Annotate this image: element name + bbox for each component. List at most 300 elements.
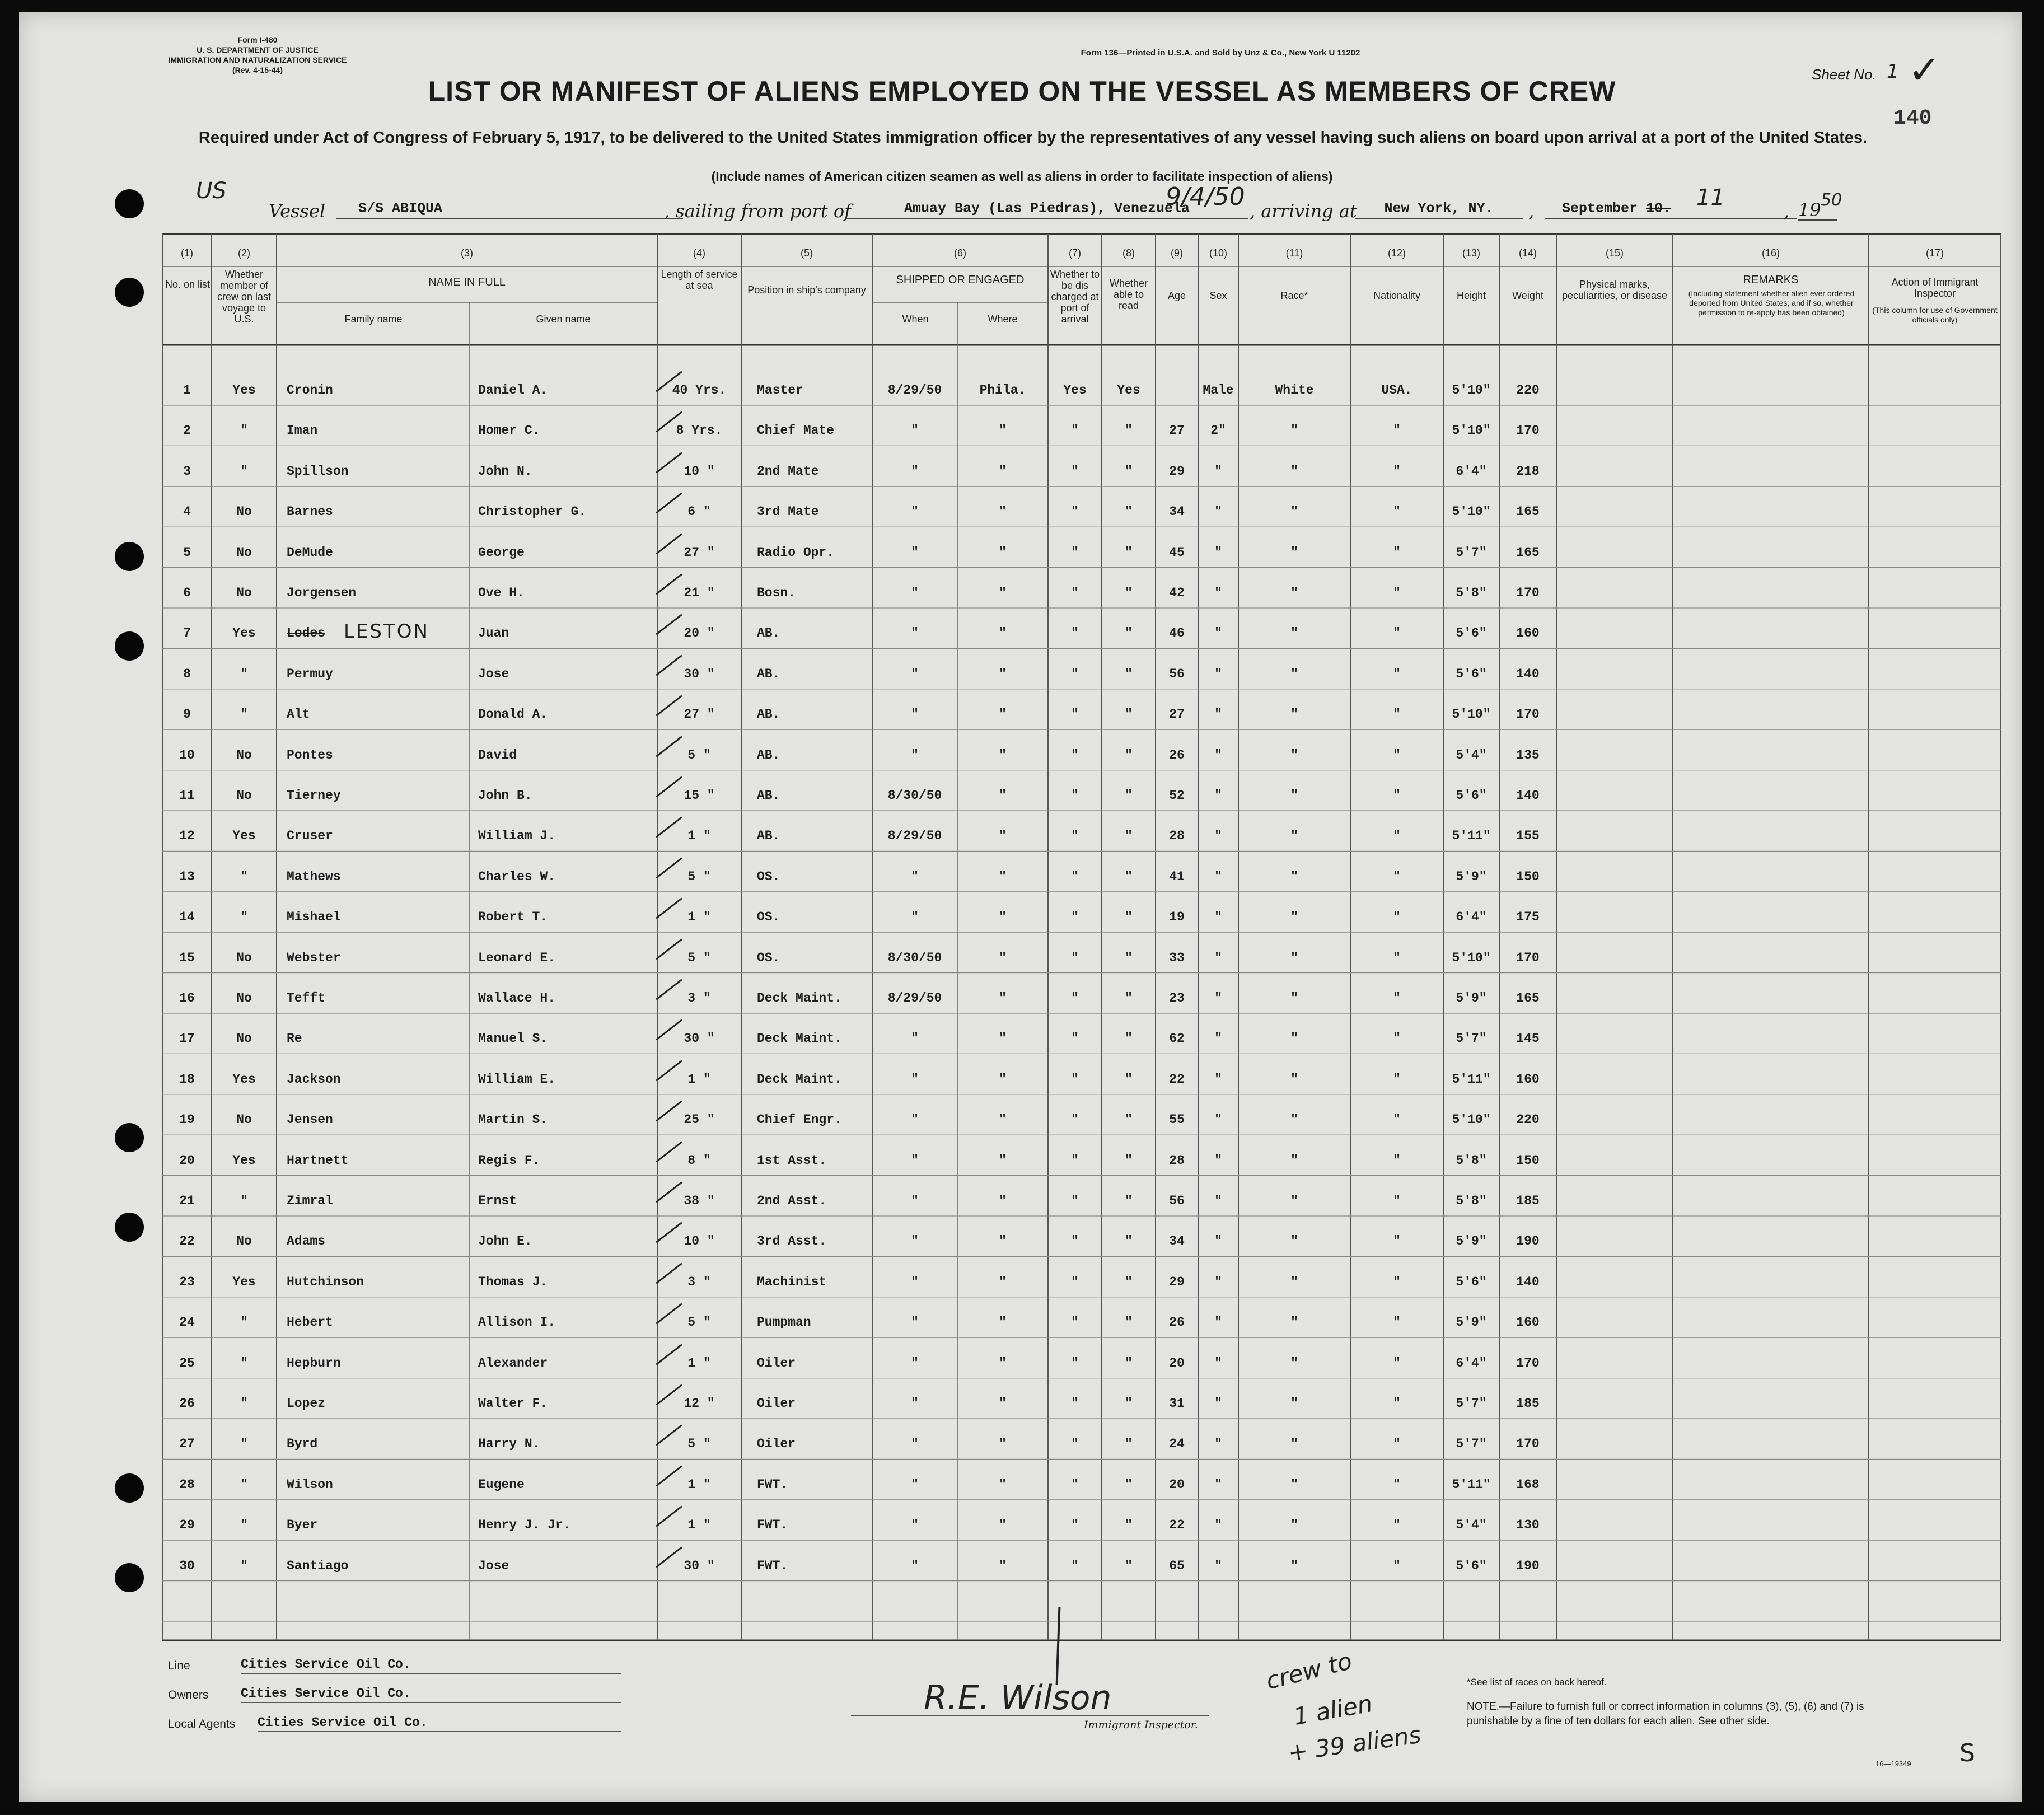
cell-prev: No	[236, 747, 252, 763]
cell-read: "	[1125, 869, 1133, 884]
cell-given: Walter F.	[478, 1396, 548, 1411]
column-number: (8)	[1122, 247, 1135, 259]
cell-sex: Male	[1203, 383, 1234, 397]
cell-service: 1 "	[687, 1477, 711, 1492]
cell-race: "	[1290, 910, 1298, 925]
cell-position: Pumpman	[757, 1315, 811, 1330]
handwritten-note-1: crew to	[1263, 1646, 1355, 1695]
cell-age: 46	[1169, 626, 1185, 641]
cell-read: "	[1125, 707, 1133, 722]
cell-sex: "	[1214, 1112, 1222, 1128]
cell-where: "	[999, 747, 1007, 763]
cell-service: 5 "	[687, 1315, 711, 1330]
cell-weight: 185	[1516, 1194, 1540, 1208]
cell-service: 6 "	[687, 504, 711, 520]
cell-weight: 130	[1516, 1518, 1540, 1533]
cell-family: Mathews	[287, 869, 341, 884]
cell-discharged: "	[1071, 423, 1079, 438]
cell-age: 26	[1169, 1315, 1185, 1330]
cell-family: Lopez	[287, 1396, 326, 1411]
column-number: (7)	[1069, 247, 1081, 259]
cell-no: 7	[183, 626, 191, 641]
cell-nationality: "	[1393, 1477, 1401, 1492]
cell-read: "	[1125, 423, 1133, 438]
column-number: (10)	[1209, 247, 1227, 259]
cell-weight: 150	[1516, 1153, 1540, 1168]
cell-race: "	[1290, 423, 1298, 438]
column-number: (15)	[1605, 247, 1624, 259]
cell-read: "	[1125, 950, 1133, 965]
cell-weight: 170	[1516, 423, 1540, 438]
cell-no: 19	[179, 1112, 195, 1128]
column-number: (5)	[801, 247, 813, 259]
cell-read: "	[1125, 1153, 1133, 1168]
cell-prev: "	[240, 707, 248, 722]
cell-age: 22	[1169, 1518, 1185, 1533]
cell-family: Hutchinson	[287, 1274, 364, 1289]
page-subtitle: Required under Act of Congress of February 5, 1917, to be delivered to the United States immigration officer by the representatives of any vessel having such aliens on board upon arrival at a port of the United States.	[198, 129, 1868, 147]
cell-given: Jose	[478, 666, 509, 681]
cell-where: "	[999, 1518, 1007, 1533]
cell-where: "	[999, 1396, 1007, 1411]
cell-prev: Yes	[232, 626, 256, 641]
cell-position: 3rd Asst.	[757, 1234, 827, 1249]
corner-mark: S	[1959, 1739, 1975, 1767]
cell-no: 1	[183, 383, 191, 397]
cell-read: "	[1125, 1315, 1133, 1330]
cell-prev: No	[236, 1031, 252, 1046]
cell-height: 5'10"	[1452, 504, 1491, 520]
penalty-note: NOTE.—Failure to furnish full or correct information in columns (3), (5), (6) and (7) is punishable by a fine of ten dollars for each alien. See other side.	[1467, 1701, 1864, 1727]
cell-height: 5'6"	[1456, 788, 1487, 803]
col3-header: NAME IN FULL	[428, 276, 506, 288]
cell-race: "	[1290, 747, 1298, 763]
cell-given: Jose	[478, 1558, 509, 1573]
print-code: 16—19349	[1875, 1760, 1911, 1768]
cell-weight: 218	[1516, 464, 1540, 479]
cell-family: Jorgensen	[287, 586, 357, 600]
cell-position: Chief Mate	[757, 423, 835, 438]
cell-given: Daniel A.	[478, 383, 548, 397]
cell-nationality: "	[1393, 1112, 1401, 1128]
cell-discharged: "	[1071, 910, 1079, 925]
cell-when: "	[911, 1112, 919, 1128]
cell-weight: 170	[1516, 1355, 1540, 1370]
cell-service: 38 "	[684, 1194, 715, 1208]
cell-race: "	[1290, 869, 1298, 884]
cell-position: AB.	[757, 666, 780, 681]
cell-where: "	[999, 1355, 1007, 1370]
cell-no: 24	[179, 1315, 195, 1330]
cell-service: 12 "	[684, 1396, 715, 1411]
cell-nationality: "	[1393, 950, 1401, 965]
cell-when: 8/29/50	[887, 829, 942, 844]
cell-no: 15	[179, 950, 195, 965]
cell-where: "	[999, 950, 1007, 965]
cell-prev: "	[240, 1355, 248, 1370]
cell-given: William E.	[478, 1072, 556, 1087]
cell-position: AB.	[757, 626, 780, 641]
cell-service: 1 "	[687, 1355, 711, 1370]
cell-race: "	[1290, 1153, 1298, 1168]
cell-where: "	[999, 1234, 1007, 1249]
sailing-port: Amuay Bay (Las Piedras), Venezuela	[845, 199, 1248, 219]
handwritten-note-2: 1 alien	[1291, 1690, 1374, 1730]
cell-nationality: "	[1393, 1518, 1401, 1533]
cell-given: Thomas J.	[478, 1274, 548, 1289]
cell-sex: "	[1214, 707, 1222, 722]
cell-where: "	[999, 910, 1007, 925]
cell-prev: "	[240, 1518, 248, 1533]
cell-height: 5'4"	[1456, 747, 1487, 763]
cell-sex: "	[1214, 545, 1222, 560]
cell-read: "	[1125, 910, 1133, 925]
cell-age: 45	[1169, 545, 1185, 560]
cell-age: 27	[1169, 707, 1185, 722]
cell-no: 21	[179, 1194, 195, 1208]
cell-discharged: "	[1071, 1031, 1079, 1046]
arrival-day-struck: 10.	[1646, 200, 1672, 217]
column-number: (13)	[1462, 247, 1480, 259]
cell-height: 5'7"	[1456, 1031, 1487, 1046]
cell-nationality: "	[1393, 1274, 1401, 1289]
cell-position: Bosn.	[757, 586, 796, 600]
cell-no: 12	[179, 829, 195, 844]
arriving-port: New York, NY.	[1355, 199, 1523, 219]
cell-position: Oiler	[757, 1396, 796, 1411]
cell-given: William J.	[478, 829, 556, 844]
cell-where: "	[999, 586, 1007, 600]
year-prefix: 19	[1798, 199, 1821, 221]
cell-position: OS.	[757, 950, 780, 965]
cell-prev: No	[236, 788, 252, 803]
cell-family: Byer	[287, 1518, 318, 1533]
cell-no: 17	[179, 1031, 195, 1046]
printer-line: Form 136—Printed in U.S.A. and Sold by Unz & Co., New York U 11202	[1081, 48, 1360, 58]
check-mark: ✓	[1908, 47, 1941, 93]
cell-given: Juan	[478, 626, 509, 641]
year-suffix: 50	[1821, 190, 1842, 210]
cell-no: 6	[183, 586, 191, 600]
cell-age: 20	[1169, 1355, 1185, 1370]
cell-weight: 170	[1516, 1437, 1540, 1452]
cell-sex: "	[1214, 950, 1222, 965]
cell-family: Lodes	[287, 626, 326, 641]
cell-position: 1st Asst.	[757, 1153, 827, 1168]
cell-where: "	[999, 1112, 1007, 1128]
cell-height: 5'11"	[1452, 1477, 1491, 1492]
cell-race: "	[1290, 829, 1298, 844]
cell-position: Master	[757, 383, 803, 397]
cell-race: "	[1290, 1112, 1298, 1128]
cell-sex: "	[1214, 626, 1222, 641]
cell-given: Regis F.	[478, 1153, 540, 1168]
cell-read: "	[1125, 829, 1133, 844]
service-name: IMMIGRATION AND NATURALIZATION SERVICE	[168, 55, 347, 64]
cell-read: "	[1125, 1518, 1133, 1533]
cell-where: "	[999, 1558, 1007, 1573]
cell-weight: 190	[1516, 1234, 1540, 1249]
cell-discharged: "	[1071, 1153, 1079, 1168]
cell-prev: Yes	[232, 1153, 256, 1168]
cell-service: 1 "	[687, 829, 711, 844]
cell-nationality: "	[1393, 464, 1401, 479]
cell-prev: "	[240, 1437, 248, 1452]
sailing-date-handwritten: 9/4/50	[1166, 183, 1245, 211]
cell-height: 5'9"	[1456, 1234, 1487, 1249]
cell-prev: "	[240, 1396, 248, 1411]
cell-given: Ernst	[478, 1194, 517, 1208]
cell-where: "	[999, 829, 1007, 844]
cell-prev: Yes	[232, 829, 256, 844]
cell-weight: 150	[1516, 869, 1540, 884]
cell-height: 5'4"	[1456, 1518, 1487, 1533]
cell-family: Adams	[287, 1234, 326, 1249]
cell-height: 5'7"	[1456, 545, 1487, 560]
cell-discharged: "	[1071, 1396, 1079, 1411]
cell-age: 56	[1169, 1194, 1185, 1208]
cell-weight: 170	[1516, 950, 1540, 965]
column-number: (12)	[1387, 247, 1406, 259]
col15-header: Physical marks, peculiarities, or disease	[1561, 279, 1668, 301]
col4-header: Length of service at sea	[661, 269, 738, 291]
cell-discharged: "	[1071, 1112, 1079, 1128]
cell-weight: 220	[1516, 383, 1540, 397]
cell-where: "	[999, 626, 1007, 641]
cell-discharged: "	[1071, 1194, 1079, 1208]
cell-when: "	[911, 423, 919, 438]
col2-header: Whether member of crew on last voyage to U.S.	[217, 269, 272, 325]
arriving-label: , arriving at	[1250, 200, 1357, 222]
cell-read: "	[1125, 1072, 1133, 1087]
cell-service: 30 "	[684, 666, 715, 681]
cell-position: AB.	[757, 707, 780, 722]
cell-sex: "	[1214, 1031, 1222, 1046]
cell-discharged: "	[1071, 788, 1079, 803]
cell-weight: 190	[1516, 1558, 1540, 1573]
cell-prev: "	[240, 1194, 248, 1208]
cell-discharged: "	[1071, 1234, 1079, 1249]
cell-race: "	[1290, 586, 1298, 600]
cell-nationality: "	[1393, 423, 1401, 438]
cell-service: 10 "	[684, 1234, 715, 1249]
cell-age: 26	[1169, 747, 1185, 763]
cell-age: 56	[1169, 666, 1185, 681]
cell-where: "	[999, 464, 1007, 479]
cell-weight: 160	[1516, 1315, 1540, 1330]
cell-service: 3 "	[687, 991, 711, 1005]
cell-height: 5'11"	[1452, 829, 1491, 844]
cell-discharged: "	[1071, 991, 1079, 1005]
cell-no: 5	[183, 545, 191, 560]
cell-race: "	[1290, 1274, 1298, 1289]
cell-when: "	[911, 1274, 919, 1289]
cell-sex: "	[1214, 666, 1222, 681]
owners-value: Cities Service Oil Co.	[241, 1685, 621, 1703]
cell-family: Tefft	[287, 991, 326, 1005]
cell-prev: "	[240, 1477, 248, 1492]
cell-sex: "	[1214, 1274, 1222, 1289]
cell-height: 5'7"	[1456, 1396, 1487, 1411]
cell-no: 26	[179, 1396, 195, 1411]
cell-age: 23	[1169, 991, 1185, 1005]
column-number: (11)	[1285, 247, 1303, 259]
cell-position: OS.	[757, 910, 780, 925]
cell-where: "	[999, 545, 1007, 560]
cell-prev: Yes	[232, 1072, 256, 1087]
vessel-label: Vessel	[269, 200, 326, 222]
cell-family: Hebert	[287, 1315, 333, 1330]
cell-age: 62	[1169, 1031, 1185, 1046]
cell-age: 28	[1169, 829, 1185, 844]
cell-given: Harry N.	[478, 1437, 540, 1452]
cell-service: 15 "	[684, 788, 715, 803]
cell-family: Byrd	[287, 1437, 318, 1452]
cell-age: 52	[1169, 788, 1185, 803]
cell-nationality: USA.	[1381, 383, 1412, 397]
cell-read: "	[1125, 1112, 1133, 1128]
cell-service: 8 "	[687, 1153, 711, 1168]
col8-header: Whether able to read	[1109, 278, 1148, 311]
column-number: (1)	[181, 247, 193, 259]
cell-no: 25	[179, 1355, 195, 1370]
cell-race: "	[1290, 1518, 1298, 1533]
cell-when: "	[911, 626, 919, 641]
col17-subheader: (This column for use of Government officials only)	[1872, 306, 1998, 324]
cell-when: "	[911, 666, 919, 681]
cell-service: 25 "	[684, 1112, 715, 1128]
cell-race: "	[1290, 991, 1298, 1005]
cell-weight: 140	[1516, 1274, 1540, 1289]
cell-position: Oiler	[757, 1437, 796, 1452]
cell-height: 5'10"	[1452, 707, 1491, 722]
cell-position: Machinist	[757, 1274, 827, 1289]
cell-age: 29	[1169, 464, 1185, 479]
cell-when: "	[911, 869, 919, 884]
column-number: (2)	[238, 247, 250, 259]
cell-no: 20	[179, 1153, 195, 1168]
cell-when: "	[911, 1355, 919, 1370]
cell-when: "	[911, 1153, 919, 1168]
cell-race: "	[1290, 1396, 1298, 1411]
cell-no: 30	[179, 1558, 195, 1573]
cell-race: "	[1290, 626, 1298, 641]
cell-read: "	[1125, 1558, 1133, 1573]
sheet-number: 1	[1887, 60, 1899, 83]
cell-prev: No	[236, 991, 252, 1005]
cell-when: 8/30/50	[887, 788, 942, 803]
column-number: (14)	[1518, 247, 1537, 259]
cell-prev: No	[236, 545, 252, 560]
col9-header: Age	[1167, 290, 1186, 301]
cell-race: "	[1290, 1194, 1298, 1208]
cell-given: Donald A.	[478, 707, 548, 722]
col16-subheader: (Including statement whether alien ever ordered deported from United States, and if so, whether permission to re-apply has been obtained)	[1688, 289, 1855, 317]
sailing-label: , sailing from port of	[664, 200, 851, 222]
cell-height: 5'8"	[1456, 1194, 1487, 1208]
races-note: *See list of races on back hereof.	[1467, 1677, 1607, 1687]
cell-prev: "	[240, 464, 248, 479]
cell-height: 5'6"	[1456, 666, 1487, 681]
cell-no: 3	[183, 464, 191, 479]
cell-family: DeMude	[287, 545, 333, 560]
revision: (Rev. 4-15-44)	[232, 66, 283, 74]
cell-prev: "	[240, 423, 248, 438]
form-number: Form I-480	[237, 35, 278, 44]
cell-weight: 165	[1516, 991, 1540, 1005]
cell-sex: "	[1214, 991, 1222, 1005]
cell-when: "	[911, 1558, 919, 1573]
cell-when: "	[911, 1518, 919, 1533]
cell-discharged: "	[1071, 707, 1079, 722]
cell-family: Permuy	[287, 666, 333, 681]
cell-prev: "	[240, 1315, 248, 1330]
col6b-header: Where	[988, 314, 1018, 325]
cell-position: Deck Maint.	[757, 1031, 842, 1046]
cell-sex: "	[1214, 869, 1222, 884]
cell-sex: "	[1214, 1437, 1222, 1452]
cell-family: Re	[287, 1031, 302, 1046]
agents-value: Cities Service Oil Co.	[258, 1714, 621, 1732]
col6-header: SHIPPED OR ENGAGED	[896, 274, 1025, 286]
cell-service: 5 "	[687, 869, 711, 884]
cell-age: 41	[1169, 869, 1185, 884]
inspector-signature: R.E. Wilson	[924, 1678, 1112, 1718]
cell-where: "	[999, 423, 1007, 438]
cell-when: 8/30/50	[887, 950, 942, 965]
cell-race: "	[1290, 1558, 1298, 1573]
cell-age: 29	[1169, 1274, 1185, 1289]
cell-family: Mishael	[287, 910, 341, 925]
cell-service: 27 "	[684, 545, 715, 560]
cell-race: "	[1290, 950, 1298, 965]
cell-when: "	[911, 1396, 919, 1411]
cell-given: Homer C.	[478, 423, 540, 438]
cell-when: "	[911, 1477, 919, 1492]
cell-sex: "	[1214, 747, 1222, 763]
cell-age: 28	[1169, 1153, 1185, 1168]
agents-label: Local Agents	[168, 1718, 236, 1730]
cell-sex: "	[1214, 1315, 1222, 1330]
cell-height: 5'6"	[1456, 1274, 1487, 1289]
cell-nationality: "	[1393, 1396, 1401, 1411]
cell-sex: "	[1214, 1194, 1222, 1208]
cell-race: "	[1290, 1072, 1298, 1087]
cell-no: 27	[179, 1437, 195, 1452]
cell-sex: "	[1214, 829, 1222, 844]
page-title: LIST OR MANIFEST OF ALIENS EMPLOYED ON THE VESSEL AS MEMBERS OF CREW	[428, 76, 1616, 107]
cell-nationality: "	[1393, 707, 1401, 722]
cell-when: 8/29/50	[887, 991, 942, 1005]
cell-race: "	[1290, 1355, 1298, 1370]
cell-discharged: "	[1071, 1558, 1079, 1573]
cell-discharged: "	[1071, 829, 1079, 844]
cell-when: "	[911, 1194, 919, 1208]
cell-read: "	[1125, 626, 1133, 641]
cell-where: "	[999, 1031, 1007, 1046]
cell-no: 10	[179, 747, 195, 763]
cell-weight: 135	[1516, 747, 1540, 763]
cell-no: 16	[179, 991, 195, 1005]
cell-given: Eugene	[478, 1477, 525, 1492]
cell-weight: 160	[1516, 626, 1540, 641]
cell-where: "	[999, 1153, 1007, 1168]
cell-discharged: "	[1071, 1477, 1079, 1492]
cell-where: "	[999, 1194, 1007, 1208]
arrival-month: September	[1562, 200, 1638, 217]
cell-race: "	[1290, 788, 1298, 803]
cell-nationality: "	[1393, 1558, 1401, 1573]
